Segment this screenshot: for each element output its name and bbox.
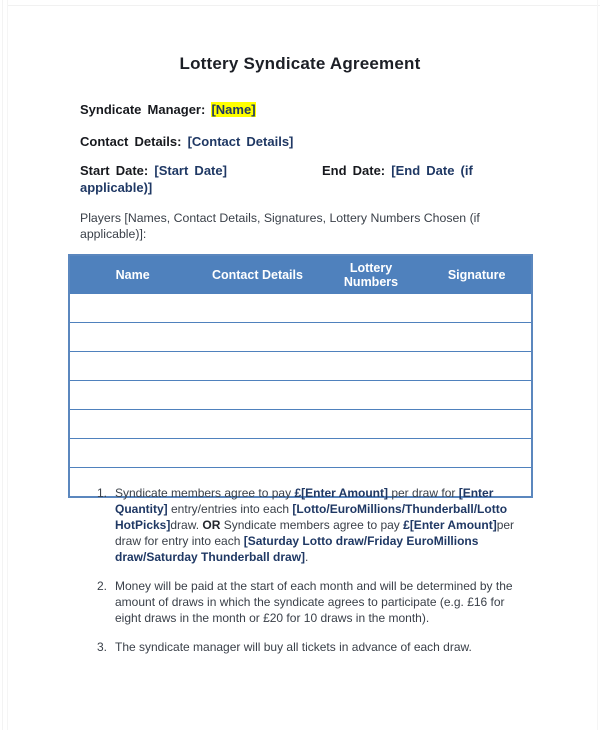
table-cell[interactable] — [195, 352, 319, 381]
text-run: . — [305, 550, 309, 564]
table-row — [69, 352, 532, 381]
table-cell[interactable] — [195, 381, 319, 410]
table-cell[interactable] — [422, 410, 532, 439]
term-number: 2. — [97, 579, 108, 593]
table-row — [69, 323, 532, 352]
placeholder-value[interactable]: [Enter Quantity] — [115, 486, 494, 516]
text-run: The syndicate manager will buy all tickets in advance of each draw. — [115, 640, 472, 654]
term-item — [97, 485, 537, 565]
table-cell[interactable] — [422, 439, 532, 468]
contact-details-value[interactable]: [Contact Details] — [187, 134, 294, 149]
table-cell[interactable] — [195, 410, 319, 439]
term-text — [115, 578, 530, 626]
text-run: per draw for — [388, 486, 459, 500]
players-table-header-row — [69, 255, 532, 294]
table-cell[interactable] — [69, 352, 195, 381]
table-cell[interactable] — [320, 410, 423, 439]
table-cell[interactable] — [69, 294, 195, 323]
page-frame-line — [8, 5, 600, 6]
page-frame-line — [7, 0, 8, 730]
end-date-label: End Date: — [321, 163, 386, 178]
placeholder-value[interactable]: £[Enter Amount] — [403, 518, 497, 532]
placeholder-value[interactable]: [Lotto/EuroMillions/Thunderball/Lotto HotPicks] — [115, 502, 508, 532]
start-date-label: Start Date: — [80, 163, 149, 178]
table-cell[interactable] — [69, 381, 195, 410]
table-cell[interactable] — [69, 410, 195, 439]
table-header-cell: Contact Details — [195, 255, 319, 294]
table-row — [69, 294, 532, 323]
end-date-value[interactable]: [End Date (if applicable)] — [80, 163, 473, 195]
placeholder-value[interactable]: [Saturday Lotto draw/Friday EuroMillions draw/Saturday Thunderball draw] — [115, 534, 479, 564]
table-header-cell: Signature — [422, 255, 532, 294]
syndicate-manager-label: Syndicate Manager: — [80, 102, 206, 117]
text-run: draw. — [170, 518, 203, 532]
table-cell[interactable] — [422, 294, 532, 323]
dates-line — [80, 162, 530, 196]
players-intro-paragraph: Players [Names, Contact Details, Signatures, Lottery Numbers Chosen (if applicable)]: — [80, 211, 480, 241]
table-cell[interactable] — [320, 381, 423, 410]
table-row — [69, 410, 532, 439]
players-table — [68, 254, 533, 498]
text-run: OR — [202, 518, 221, 532]
contact-details-label: Contact Details: — [80, 134, 182, 149]
text-run: Money will be paid at the start of each month and will be determined by the amount of draws in which the syndicate agrees to participate (e.g. £16 for eight draws in the month or £20 for 10 draws in the month). — [115, 579, 513, 625]
table-cell[interactable] — [422, 352, 532, 381]
term-text — [115, 639, 530, 655]
table-row — [69, 381, 532, 410]
table-cell[interactable] — [320, 294, 423, 323]
table-cell[interactable] — [422, 323, 532, 352]
text-run: Syndicate members agree to pay — [220, 518, 404, 532]
table-cell[interactable] — [195, 294, 319, 323]
term-text — [115, 485, 530, 565]
table-cell[interactable] — [320, 439, 423, 468]
start-date-value[interactable]: [Start Date] — [154, 163, 227, 178]
contact-details-line — [80, 133, 540, 150]
page-title: Lottery Syndicate Agreement — [179, 54, 421, 73]
table-cell[interactable] — [320, 323, 423, 352]
agreement-terms-list — [97, 485, 537, 668]
table-cell[interactable] — [422, 381, 532, 410]
table-cell[interactable] — [69, 323, 195, 352]
term-item — [97, 578, 537, 626]
term-item — [97, 639, 537, 655]
text-run: entry/entries into each — [167, 502, 293, 516]
page-frame-line — [597, 0, 598, 730]
text-run: Syndicate members agree to pay — [115, 486, 295, 500]
table-cell[interactable] — [195, 323, 319, 352]
syndicate-manager-value[interactable]: [Name] — [211, 102, 256, 117]
table-row — [69, 439, 532, 468]
table-cell[interactable] — [320, 352, 423, 381]
page-frame-line — [2, 0, 3, 730]
table-header-cell: Name — [69, 255, 195, 294]
table-cell[interactable] — [195, 439, 319, 468]
term-number: 3. — [97, 640, 108, 654]
term-number: 1. — [97, 486, 108, 500]
table-header-cell: Lottery Numbers — [320, 255, 423, 294]
table-cell[interactable] — [69, 439, 195, 468]
players-table-body — [69, 294, 532, 498]
text-run: per draw for entry into each — [115, 518, 515, 548]
placeholder-value[interactable]: £[Enter Amount] — [294, 486, 388, 500]
syndicate-manager-line — [80, 101, 540, 118]
